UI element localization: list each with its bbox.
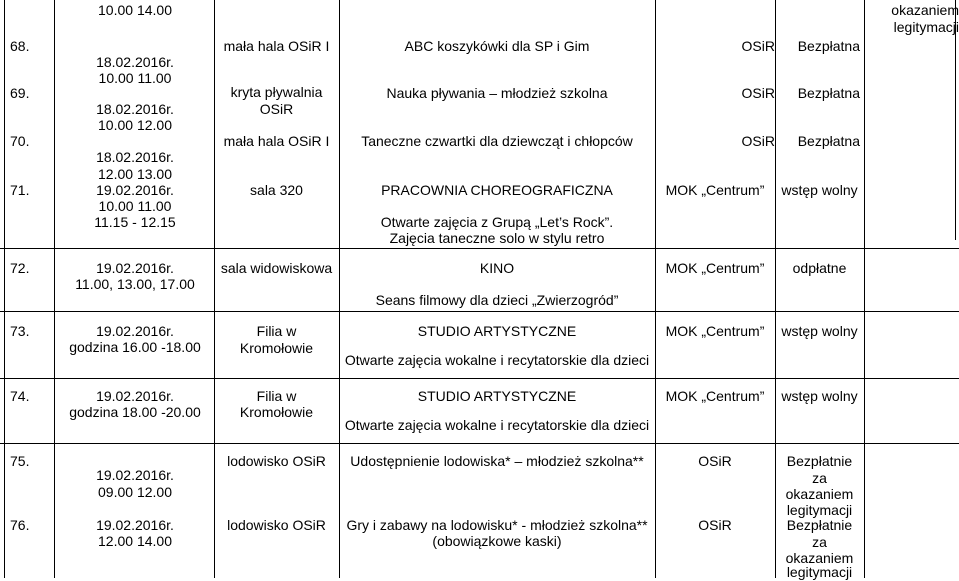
organizer: OSiR (741, 133, 775, 149)
venue: mała hala OSiR I (223, 133, 330, 149)
grid-vline (4, 0, 5, 578)
date-time: 19.02.2016r. (96, 517, 174, 533)
organizer: MOK „Centrum” (665, 260, 765, 276)
event-title: KINO (479, 260, 515, 276)
date-time: 18.02.2016r. (96, 54, 174, 70)
date-time: 19.02.2016r. (96, 260, 174, 276)
event-title: STUDIO ARTYSTYCZNE (417, 388, 577, 404)
event-description: Seans filmowy dla dzieci „Zwierzogród” (375, 292, 619, 308)
date-time: 19.02.2016r. (96, 388, 174, 404)
organizer: OSiR (741, 85, 775, 101)
date-time: 18.02.2016r. (96, 149, 174, 165)
date-time: godzina 18.00 -20.00 (69, 404, 201, 420)
organizer: OSiR (698, 517, 732, 533)
venue: lodowisko OSiR (227, 517, 326, 533)
row-number: 70. (10, 133, 30, 149)
admission-fee: okazaniem (785, 486, 854, 502)
date-time: 09.00 12.00 (98, 484, 172, 500)
organizer: MOK „Centrum” (665, 323, 765, 339)
event-description: Zajęcia taneczne solo w stylu retro (389, 230, 605, 246)
event-description: Otwarte zajęcia wokalne i recytatorskie dla dzieci (344, 352, 650, 368)
admission-fee: za (812, 470, 827, 486)
row-number: 69. (10, 85, 30, 101)
admission-fee: za (812, 534, 827, 550)
admission-fee: Bezpłatnie (786, 453, 853, 469)
venue: Filia w (256, 323, 297, 339)
date-time: 19.02.2016r. (96, 323, 174, 339)
row-number: 76. (10, 517, 30, 533)
venue: Filia w (256, 388, 297, 404)
admission-fee: okazaniem (891, 2, 959, 18)
admission-fee: Bezpłatna (797, 38, 860, 54)
event-title: PRACOWNIA CHOREOGRAFICZNA (381, 182, 613, 198)
date-time: 10.00 11.00 (98, 198, 172, 214)
venue: kryta pływalnia (230, 84, 323, 100)
row-number: 72. (10, 260, 30, 276)
grid-hline (0, 248, 959, 249)
organizer: MOK „Centrum” (665, 388, 765, 404)
date-time: 10.00 11.00 (98, 70, 172, 86)
event-description: (obowiązkowe kaski) (432, 533, 562, 549)
date-time: 11.15 - 12.15 (94, 214, 176, 230)
date-time: 12.00 14.00 (98, 533, 172, 549)
grid-vline (955, 0, 956, 240)
organizer: OSiR (698, 453, 732, 469)
date-time: 19.02.2016r. (96, 182, 174, 198)
venue: sala 320 (250, 182, 303, 198)
organizer: OSiR (741, 38, 775, 54)
event-description: Otwarte zajęcia z Grupą „Let’s Rock”. (380, 214, 614, 230)
admission-fee: legitymacji (893, 19, 959, 35)
admission-fee: Bezpłatna (797, 133, 860, 149)
row-number: 75. (10, 453, 30, 469)
date-time: 12.00 13.00 (98, 166, 172, 182)
venue: sala widowiskowa (220, 260, 333, 276)
event-description: Otwarte zajęcia wokalne i recytatorskie dla dzieci (344, 417, 650, 433)
row-number: 71. (10, 182, 30, 198)
row-number: 73. (10, 323, 30, 339)
admission-fee: legitymacji (786, 564, 853, 580)
row-number: 74. (10, 388, 30, 404)
admission-fee: Bezpłatna (797, 85, 860, 101)
venue: OSiR (259, 101, 294, 117)
row-number: 68. (10, 38, 30, 54)
admission-fee: legitymacji (786, 502, 853, 518)
admission-fee: Bezpłatnie (786, 517, 853, 533)
admission-fee: okazaniem (785, 550, 854, 566)
event-title: ABC koszykówki dla SP i Gim (404, 38, 590, 54)
event-title: Udostępnienie lodowiska* – młodzież szkolna** (350, 453, 644, 469)
grid-hline (0, 311, 959, 312)
organizer: MOK „Centrum” (665, 182, 765, 198)
admission-fee: wstęp wolny (781, 182, 858, 198)
event-title: STUDIO ARTYSTYCZNE (417, 323, 577, 339)
grid-hline (0, 378, 959, 379)
date-time: 11.00, 13.00, 17.00 (75, 276, 195, 292)
date-time: 10.00 12.00 (98, 117, 172, 133)
venue: Kromołowie (239, 340, 314, 356)
event-title: Gry i zabawy na lodowisku* - młodzież szkolna** (346, 517, 648, 533)
date-time: 19.02.2016r. (96, 467, 174, 483)
grid-hline (0, 443, 959, 444)
venue: Kromołowie (239, 404, 314, 420)
venue: lodowisko OSiR (227, 453, 326, 469)
admission-fee: wstęp wolny (781, 388, 858, 404)
date-time: 10.00 14.00 (98, 2, 172, 18)
event-title: Taneczne czwartki dla dziewcząt i chłopców (361, 133, 633, 149)
venue: mała hala OSiR I (223, 38, 330, 54)
grid-vline (864, 0, 865, 578)
admission-fee: wstęp wolny (781, 323, 858, 339)
event-title: Nauka pływania – młodzież szkolna (386, 85, 608, 101)
grid-vline (54, 0, 55, 578)
admission-fee: odpłatne (792, 260, 847, 276)
date-time: 18.02.2016r. (96, 101, 174, 117)
date-time: godzina 16.00 -18.00 (69, 339, 201, 355)
